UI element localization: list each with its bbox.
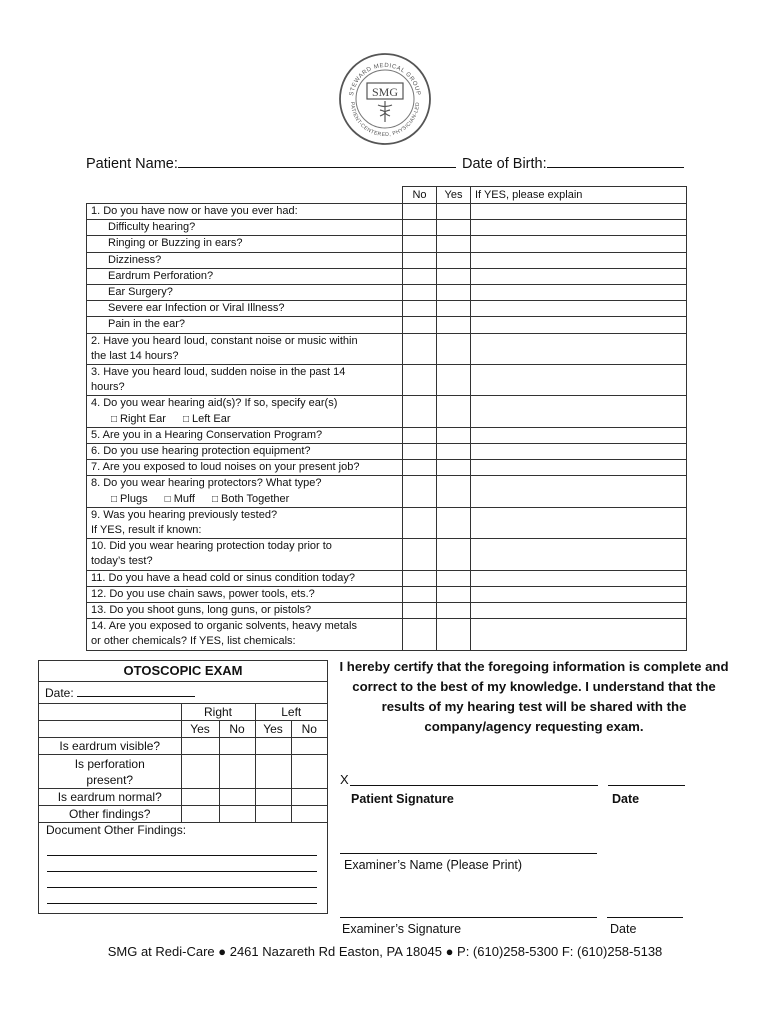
dob-field[interactable] — [547, 154, 684, 168]
option-left-ear: Left Ear — [192, 412, 231, 425]
answer-no[interactable] — [403, 539, 437, 570]
answer-explain[interactable] — [471, 285, 687, 301]
hearing-questionnaire — [86, 186, 687, 651]
answer-explain[interactable] — [471, 268, 687, 284]
answer-explain[interactable] — [471, 333, 687, 364]
checkbox-plugs[interactable]: □ — [111, 493, 118, 505]
question-4: 4. Do you wear hearing aid(s)? If so, specify ear(s) □ Right Ear □ Left Ear — [87, 396, 403, 427]
oto-cell[interactable] — [219, 755, 255, 789]
question-3: 3. Have you heard loud, sudden noise in the past 14 hours? — [87, 365, 403, 396]
answer-yes[interactable] — [437, 619, 471, 650]
answer-no[interactable] — [403, 204, 437, 220]
answer-yes[interactable] — [437, 570, 471, 586]
examiner-date-line[interactable] — [607, 904, 683, 918]
answer-yes[interactable] — [437, 586, 471, 602]
answer-yes[interactable] — [437, 220, 471, 236]
answer-yes[interactable] — [437, 427, 471, 443]
question-6: 6. Do you use hearing protection equipment? — [87, 444, 403, 460]
checkbox-both[interactable]: □ — [211, 493, 218, 505]
answer-yes[interactable] — [437, 507, 471, 538]
findings-line[interactable] — [47, 903, 317, 904]
checkbox-left-ear[interactable]: □ — [182, 413, 190, 425]
patient-date-label: Date — [612, 792, 640, 806]
answer-no[interactable] — [403, 507, 437, 538]
answer-no[interactable] — [403, 603, 437, 619]
answer-yes[interactable] — [437, 252, 471, 268]
oto-row-label: Other findings? — [39, 806, 181, 823]
right-no-header: No — [219, 721, 255, 738]
answer-no[interactable] — [403, 619, 437, 650]
answer-no[interactable] — [403, 285, 437, 301]
answer-no[interactable] — [403, 236, 437, 252]
examiner-date-label: Date — [610, 922, 637, 936]
findings-line[interactable] — [47, 871, 317, 872]
answer-yes[interactable] — [437, 460, 471, 476]
patient-name-field[interactable] — [178, 154, 456, 168]
right-ear-header: Right — [181, 704, 255, 721]
answer-no[interactable] — [403, 460, 437, 476]
left-yes-header: Yes — [255, 721, 291, 738]
findings-line[interactable] — [47, 855, 317, 856]
answer-no[interactable] — [403, 586, 437, 602]
answer-explain[interactable] — [471, 365, 687, 396]
question-10: 10. Did you wear hearing protection today prior to today’s test? — [87, 539, 403, 570]
oto-cell[interactable] — [181, 789, 219, 806]
answer-explain[interactable] — [471, 444, 687, 460]
checkbox-muff[interactable]: □ — [164, 493, 171, 505]
answer-yes[interactable] — [437, 268, 471, 284]
patient-signature-label: Patient Signature — [351, 792, 454, 806]
answer-yes[interactable] — [437, 539, 471, 570]
patient-date-line[interactable] — [608, 772, 685, 786]
oto-cell[interactable] — [219, 789, 255, 806]
right-yes-header: Yes — [181, 721, 219, 738]
answer-explain[interactable] — [471, 317, 687, 333]
option-plugs: Plugs — [120, 492, 148, 505]
examiner-name-label: Examiner’s Name (Please Print) — [344, 858, 523, 872]
patient-signature-line[interactable] — [350, 772, 598, 786]
answer-explain[interactable] — [471, 301, 687, 317]
dob-row — [462, 154, 684, 173]
oto-cell[interactable] — [255, 738, 291, 755]
oto-cell[interactable] — [291, 755, 327, 789]
oto-row-label: Is perforation present? — [39, 755, 181, 789]
logo-ring-top: STEWARD MEDICAL GROUP — [349, 62, 421, 97]
answer-yes[interactable] — [437, 365, 471, 396]
option-both: Both Together — [221, 492, 290, 505]
answer-explain[interactable] — [471, 204, 687, 220]
caduceus-icon — [378, 101, 392, 122]
answer-yes[interactable] — [437, 333, 471, 364]
answer-yes[interactable] — [437, 301, 471, 317]
answer-no[interactable] — [403, 570, 437, 586]
answer-no[interactable] — [403, 333, 437, 364]
answer-yes[interactable] — [437, 285, 471, 301]
examiner-signature-label: Examiner’s Signature — [342, 922, 462, 936]
dob-label: Date of Birth: — [462, 156, 547, 172]
answer-explain[interactable] — [471, 427, 687, 443]
oto-cell[interactable] — [255, 789, 291, 806]
answer-no[interactable] — [403, 476, 437, 507]
answer-explain[interactable] — [471, 539, 687, 570]
answer-explain[interactable] — [471, 236, 687, 252]
col-no: No — [403, 187, 437, 204]
question-1: 1. Do you have now or have you ever had: — [87, 204, 403, 220]
q1-item: Eardrum Perforation? — [87, 268, 403, 284]
answer-no[interactable] — [403, 396, 437, 427]
patient-name-label: Patient Name: — [86, 156, 178, 172]
findings-line[interactable] — [47, 887, 317, 888]
oto-cell[interactable] — [181, 738, 219, 755]
otoscopic-exam — [38, 660, 328, 914]
oto-cell[interactable] — [291, 738, 327, 755]
examiner-name-line[interactable] — [340, 840, 597, 854]
logo-abbr: SMG — [371, 85, 399, 99]
question-14: 14. Are you exposed to organic solvents, heavy metals or other chemicals? If YES, list chemicals: — [87, 619, 403, 650]
findings-label: Document Other Findings: — [46, 823, 187, 837]
q1-item: Dizziness? — [87, 252, 403, 268]
answer-explain[interactable] — [471, 220, 687, 236]
oto-cell[interactable] — [291, 789, 327, 806]
col-yes: Yes — [437, 187, 471, 204]
answer-no[interactable] — [403, 427, 437, 443]
question-9: 9. Was you hearing previously tested? If YES, result if known: — [87, 507, 403, 538]
q1-item: Severe ear Infection or Viral Illness? — [87, 301, 403, 317]
answer-yes[interactable] — [437, 603, 471, 619]
oto-cell[interactable] — [219, 806, 255, 823]
answer-explain[interactable] — [471, 396, 687, 427]
examiner-signature-line[interactable] — [340, 904, 597, 918]
question-2: 2. Have you heard loud, constant noise or music within the last 14 hours? — [87, 333, 403, 364]
answer-yes[interactable] — [437, 317, 471, 333]
oto-cell[interactable] — [255, 806, 291, 823]
answer-no[interactable] — [403, 268, 437, 284]
answer-explain[interactable] — [471, 460, 687, 476]
answer-yes[interactable] — [437, 236, 471, 252]
oto-row-label: Is eardrum normal? — [39, 789, 181, 806]
logo-ring-bottom: PATIENT-CENTERED, PHYSICIAN-LED — [348, 101, 422, 139]
checkbox-right-ear[interactable]: □ — [111, 413, 118, 425]
oto-cell[interactable] — [219, 738, 255, 755]
col-explain: If YES, please explain — [471, 187, 687, 204]
smg-logo — [338, 52, 432, 146]
oto-date-field[interactable] — [77, 685, 195, 697]
footer-address: SMG at Redi-Care ● 2461 Nazareth Rd Easton, PA 18045 ● P: (610)258-5300 F: (610)258-5138 — [107, 944, 663, 959]
answer-no[interactable] — [403, 252, 437, 268]
question-8: 8. Do you wear hearing protectors? What type? □ Plugs □ Muff □ Both Together — [87, 476, 403, 507]
answer-no[interactable] — [403, 220, 437, 236]
question-5: 5. Are you in a Hearing Conservation Program? — [87, 427, 403, 443]
answer-yes[interactable] — [437, 476, 471, 507]
left-ear-header: Left — [255, 704, 327, 721]
patient-name-row — [86, 154, 456, 173]
answer-explain[interactable] — [471, 603, 687, 619]
answer-no[interactable] — [403, 365, 437, 396]
answer-explain[interactable] — [471, 619, 687, 650]
answer-explain[interactable] — [471, 476, 687, 507]
question-11: 11. Do you have a head cold or sinus condition today? — [87, 570, 403, 586]
answer-yes[interactable] — [437, 444, 471, 460]
answer-yes[interactable] — [437, 204, 471, 220]
otoscopic-title: OTOSCOPIC EXAM — [39, 661, 327, 682]
option-muff: Muff — [173, 492, 195, 505]
oto-cell[interactable] — [181, 755, 219, 789]
question-12: 12. Do you use chain saws, power tools, ets.? — [87, 586, 403, 602]
question-7: 7. Are you exposed to loud noises on your present job? — [87, 460, 403, 476]
left-no-header: No — [291, 721, 327, 738]
answer-no[interactable] — [403, 444, 437, 460]
q1-item: Ear Surgery? — [87, 285, 403, 301]
answer-explain[interactable] — [471, 570, 687, 586]
certification-statement: I hereby certify that the foregoing information is complete and correct to the best of my knowledge. I understand that the results of my hearing test will be shared with the company/agency requesting exam. — [339, 659, 729, 734]
q1-item: Pain in the ear? — [87, 317, 403, 333]
question-13: 13. Do you shoot guns, long guns, or pistols? — [87, 603, 403, 619]
oto-date-label: Date: — [45, 685, 74, 700]
answer-explain[interactable] — [471, 507, 687, 538]
answer-no[interactable] — [403, 301, 437, 317]
oto-cell[interactable] — [255, 755, 291, 789]
answer-explain[interactable] — [471, 252, 687, 268]
oto-cell[interactable] — [291, 806, 327, 823]
oto-cell[interactable] — [181, 806, 219, 823]
answer-no[interactable] — [403, 317, 437, 333]
q1-item: Difficulty hearing? — [87, 220, 403, 236]
answer-yes[interactable] — [437, 396, 471, 427]
answer-explain[interactable] — [471, 586, 687, 602]
x-mark: X — [340, 772, 349, 787]
q1-item: Ringing or Buzzing in ears? — [87, 236, 403, 252]
option-right-ear: Right Ear — [120, 412, 166, 425]
oto-row-label: Is eardrum visible? — [39, 738, 181, 755]
